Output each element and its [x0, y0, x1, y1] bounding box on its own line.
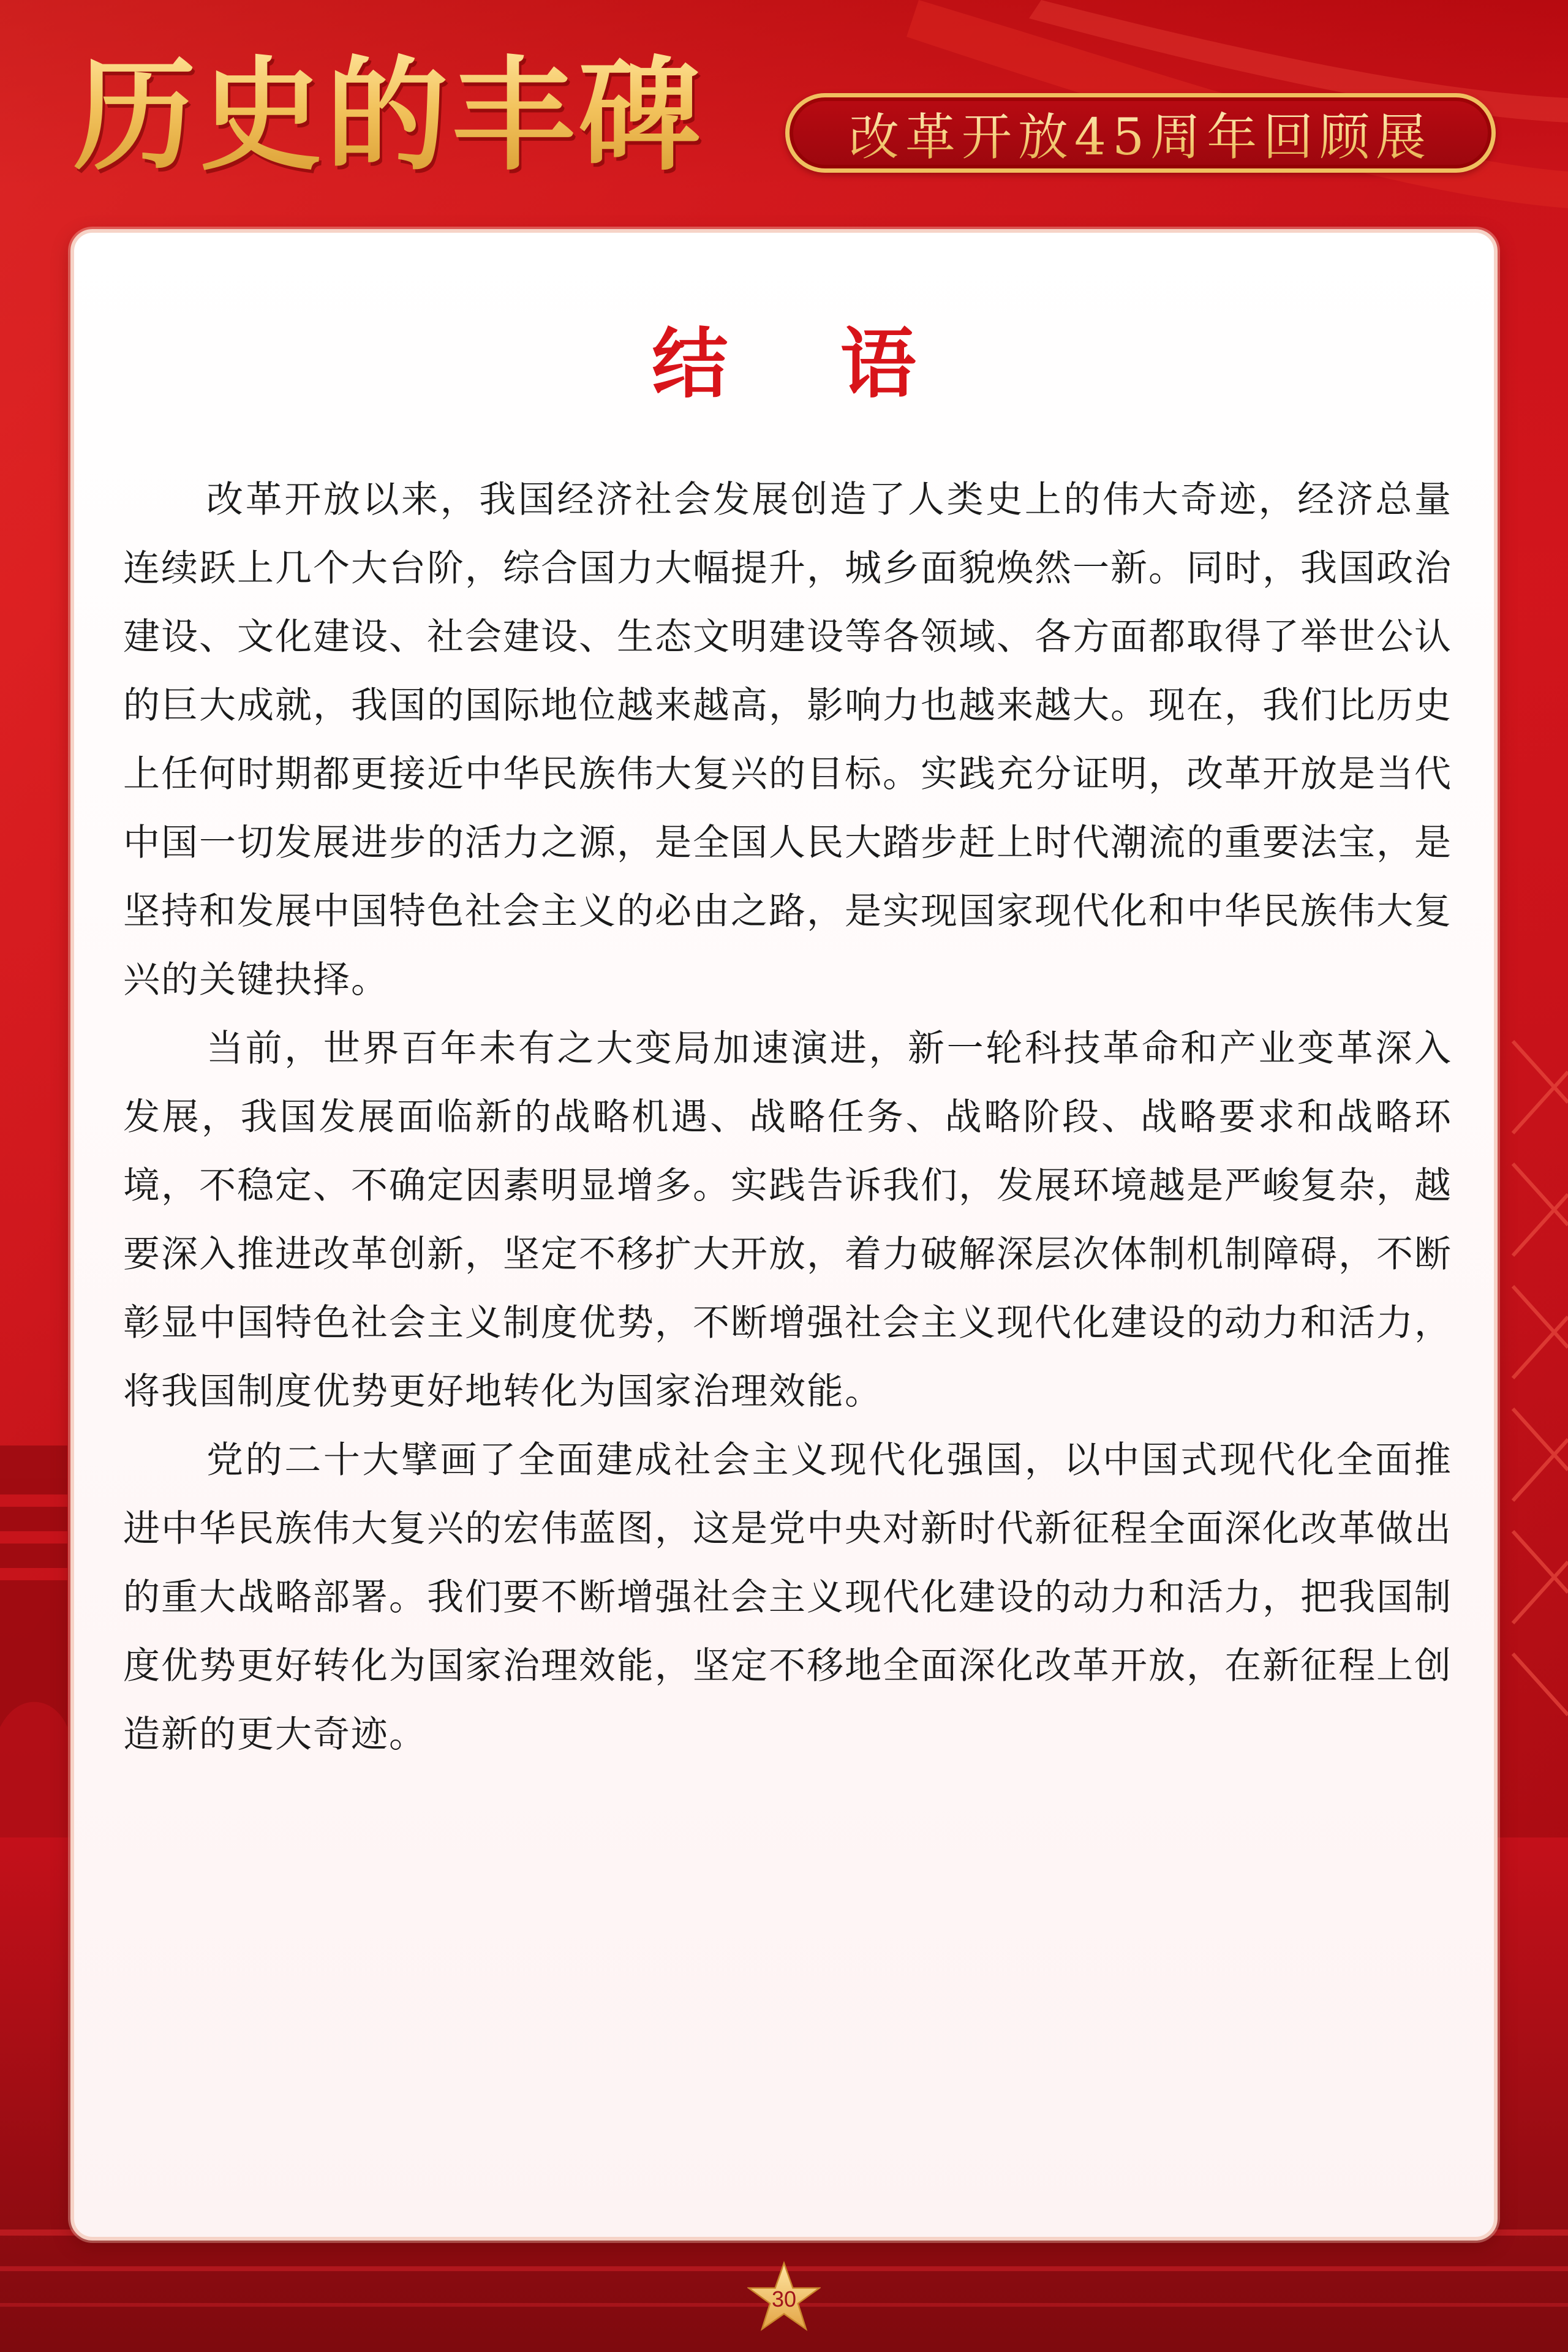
page-number: 30 [771, 2286, 797, 2312]
body-text [123, 466, 1452, 1769]
paragraph-1: 改革开放以来，我国经济社会发展创造了人类史上的伟大奇迹，经济总量连续跃上几个大台阶，综合国力大幅提升，城乡面貌焕然一新。同时，我国政治建设、文化建设、社会建设、生态文明建设等各领域、各方面都取得了举世公认的巨大成就，我国的国际地位越来越高，影响力也越来越大。现在，我们比历史上任何时期都更接近中华民族伟大复兴的目标。实践充分证明，改革开放是当代中国一切发展进步的活力之源，是全国人民大踏步赶上时代潮流的重要法宝，是坚持和发展中国特色社会主义的必由之路，是实现国家现代化和中华民族伟大复兴的关键抉择。 [123, 478, 1452, 1001]
main-title: 历史的丰碑 [74, 43, 760, 190]
paragraph-3: 党的二十大擘画了全面建成社会主义现代化强国，以中国式现代化全面推进中华民族伟大复兴的宏伟蓝图，这是党中央对新时代新征程全面深化改革做出的重大战略部署。我们要不断增强社会主义现代化建设的动力和活力，把我国制度优势更好转化为国家治理效能，坚定不移地全面深化改革开放，在新征程上创造新的更大奇迹。 [123, 1439, 1452, 1756]
section-heading: 结 语 [652, 320, 959, 409]
paragraph-2: 当前，世界百年未有之大变局加速演进，新一轮科技革命和产业变革深入发展，我国发展面临新的战略机遇、战略任务、战略阶段、战略要求和战略环境，不稳定、不确定因素明显增多。实践告诉我们，发展环境越是严峻复杂，越要深入推进改革创新，坚定不移扩大开放，着力破解深层次体制机制障碍，不断彰显中国特色社会主义制度优势，不断增强社会主义现代化建设的动力和活力，将我国制度优势更好地转化为国家治理效能。 [123, 1027, 1452, 1413]
subtitle-banner [785, 93, 1496, 173]
content-panel [70, 229, 1498, 2241]
subtitle-text: 改革开放45周年回顾展 [790, 97, 1491, 168]
